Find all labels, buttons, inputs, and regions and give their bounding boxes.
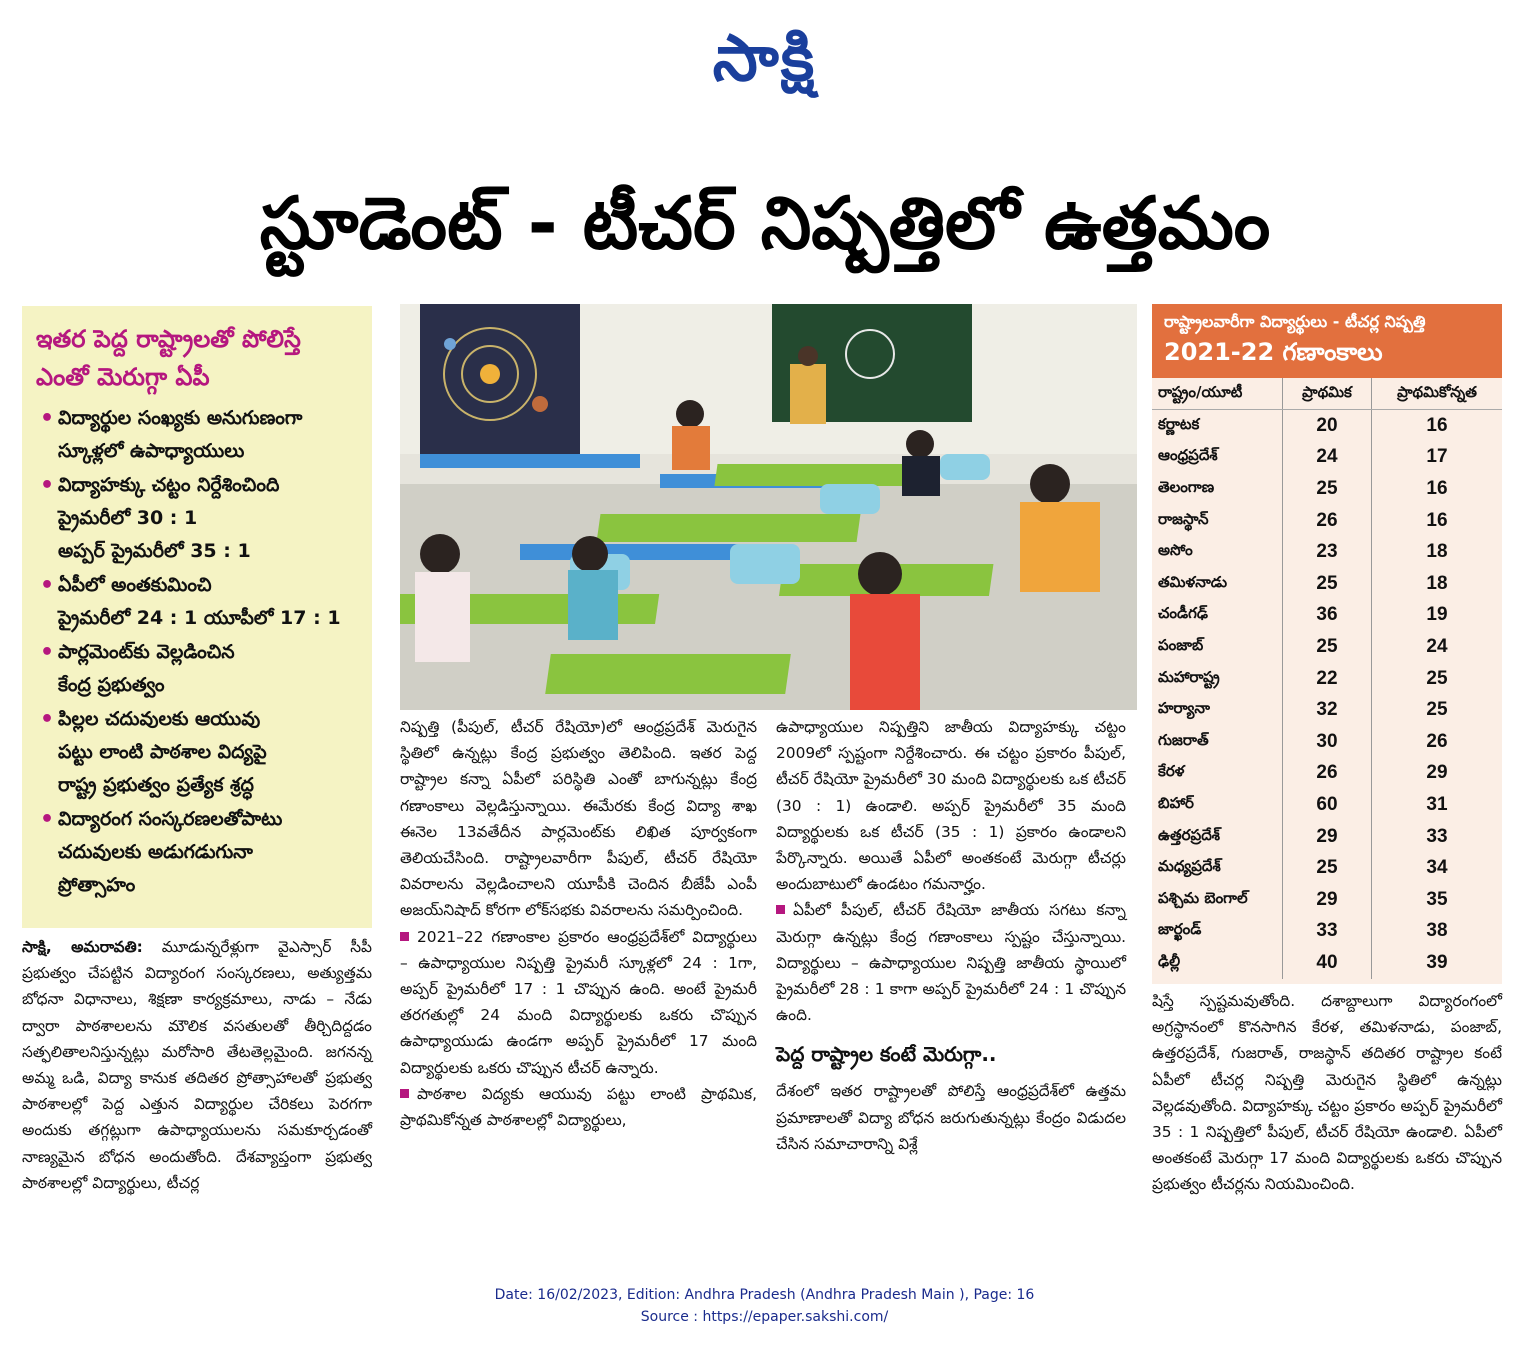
upper-primary-ratio: 29 <box>1426 762 1448 784</box>
primary-ratio: 22 <box>1283 663 1372 695</box>
paragraph: షిస్తే స్పష్టమవుతోంది. దశాబ్దాలుగా విద్యారంగంలో అగ్రస్థానంలో కొనసాగిన కేరళ, తమిళనాడు, పంజాబ్, ఉత్తరప్రదేశ్, గుజరాత్, రాజస్థాన్ తదితర రాష్ట్రాల కంటే ఏపీలో టీచర్ల నిష్పత్తి మెరుగైన స్థితిలో ఉన్నట్లు వెల్లడవుతోంది. విద్యాహక్కు చట్టం ప్రకారం అప్పర్ ప్రైమరీలో 35 : 1 నిష్పత్తిలో పీపుల్, టీచర్ రేషియో ఉండాలి. ఏపీలో అంతకంటే మెరుగ్గా 17 మంది విద్యార్థులకు ఒకరు చొప్పున ప్రభుత్వం టీచర్లను నియమించింది. <box>1152 992 1502 1194</box>
bullet-line: • ఏపీలో అంతకుమించి <box>58 574 212 596</box>
table-title: రాష్ట్రాలవారీగా విద్యార్థులు - టీచర్ల నిష్పత్తి <box>1164 312 1426 331</box>
highlight-bullets <box>36 402 358 902</box>
paragraph: ఉపాధ్యాయుల నిష్పత్తిని జాతీయ విద్యాహక్కు చట్టం 2009లో స్పష్టంగా నిర్దేశించారు. ఈ చట్టం ప్రకారం పీపుల్, టీచర్ రేషియో ప్రైమరీలో 30 మంది విద్యార్థులకు ఒక టీచర్ (30 : 1) ఉండాలి. అప్పర్ ప్రైమరీలో 35 మంది విద్యార్థులకు ఒక టీచర్ (35 : 1) ప్రకారం ఉండాలని పేర్కొన్నారు. అయితే ఏపీలో అంతకంటే మెరుగ్గా టీచర్లు అందుబాటులో ఉండటం గమనార్హం. <box>776 718 1126 894</box>
paragraph: ఏపీలో పీపుల్, టీచర్ రేషియో జాతీయ సగటు కన్నా మెరుగ్గా ఉన్నట్లు కేంద్ర గణాంకాలు స్పష్టం చేస్తున్నాయి. విద్యార్థులు – ఉపాధ్యాయుల నిష్పత్తి జాతీయ స్థాయిలో ప్రైమరీలో 28 : 1 కాగా అప్పర్ ప్రైమరీలో 24 : 1 చొప్పున ఉంది. <box>776 901 1126 1025</box>
article-column-1 <box>22 934 372 1196</box>
primary-ratio: 36 <box>1283 600 1372 632</box>
bullet-line: • విద్యార్థుల సంఖ్యకు అనుగుణంగా <box>58 407 303 429</box>
highlight-box <box>22 306 372 928</box>
state-name: తెలంగాణ <box>1152 473 1283 505</box>
primary-ratio: 26 <box>1283 505 1372 537</box>
bullet-line: • పార్లమెంట్‌కు వెల్లడించిన <box>58 641 235 663</box>
state-name: మధ్యప్రదేశ్ <box>1152 852 1283 884</box>
bullet-line: ప్రోత్సాహం <box>58 874 136 896</box>
primary-ratio: 26 <box>1283 758 1372 790</box>
upper-primary-ratio: 16 <box>1426 414 1448 436</box>
table-row <box>1152 789 1502 821</box>
state-name: ఆంధ్రప్రదేశ్ <box>1152 442 1283 474</box>
bullet-line: కేంద్ర ప్రభుత్వం <box>58 674 165 696</box>
table-row <box>1152 821 1502 853</box>
classroom-photo <box>400 304 1137 710</box>
state-name: ఢిల్లీ <box>1152 947 1283 979</box>
table-row <box>1152 947 1502 979</box>
paragraph: సాక్షి, అమరావతి: మూడున్నరేళ్లుగా వైఎస్సార్ సీపీ ప్రభుత్వం చేపట్టిన విద్యారంగ సంస్కరణలు, అత్యుత్తమ బోధనా విధానాలు, శిక్షణా కార్యక్రమాలు, నాడు – నేడు ద్వారా పాఠశాలలను మౌలిక వసతులతో తీర్చిదిద్దడం సత్ఫలితాలనిస్తున్నట్లు మరోసారి తేటతెల్లమైంది. జగనన్న అమ్మ ఒడి, విద్యా కానుక తదితర ప్రోత్సాహాలతో ప్రభుత్వ పాఠశాలల్లో పెద్ద ఎత్తున విద్యార్థుల చేరికలు పెరగగా అందుకు తగ్గట్లుగా ఉపాధ్యాయులను సమకూర్చడంతో నాణ్యమైన బోధన అందుతోంది. దేశవ్యాప్తంగా ప్రభుత్వ పాఠశాలల్లో విద్యార్థులు, టీచర్ల <box>22 938 372 1192</box>
square-bullet-icon <box>776 905 785 914</box>
upper-primary-ratio: 25 <box>1426 699 1448 721</box>
table-row <box>1152 568 1502 600</box>
table-row <box>1152 631 1502 663</box>
table-row <box>1152 916 1502 948</box>
bullet-line: రాష్ట్ర ప్రభుత్వం ప్రత్యేక శ్రద్ధ <box>58 774 254 796</box>
upper-primary-ratio: 25 <box>1426 667 1448 689</box>
highlight-bullet <box>36 469 358 568</box>
table-row <box>1152 473 1502 505</box>
state-name: పంజాబ్ <box>1152 631 1283 663</box>
column-header-upper-primary: ప్రాథమికోన్నత <box>1372 378 1503 410</box>
bullet-line: • పిల్లల చదువులకు ఆయువు <box>58 708 261 730</box>
upper-primary-ratio: 18 <box>1426 572 1448 594</box>
highlight-bullet <box>36 569 358 635</box>
upper-primary-ratio: 26 <box>1426 730 1448 752</box>
upper-primary-ratio: 16 <box>1426 477 1448 499</box>
upper-primary-ratio: 24 <box>1426 635 1448 657</box>
state-name: గుజరాత్ <box>1152 726 1283 758</box>
article-column-4 <box>1152 988 1502 1198</box>
state-name: కేరళ <box>1152 758 1283 790</box>
bullet-line: • విద్యాహక్కు చట్టం నిర్దేశించింది <box>58 474 280 496</box>
article-column-3 <box>776 714 1126 1157</box>
square-bullet-icon <box>400 932 409 941</box>
primary-ratio: 33 <box>1283 916 1372 948</box>
table-row <box>1152 505 1502 537</box>
subheading: పెద్ద రాష్ట్రాల కంటే మెరుగ్గా.. <box>776 1042 997 1067</box>
state-name: అసోం <box>1152 536 1283 568</box>
upper-primary-ratio: 31 <box>1426 793 1448 815</box>
bullet-line: చదువులకు అడుగడుగునా <box>58 841 253 863</box>
bullet-line: పట్టు లాంటి పాఠశాల విద్యపై <box>58 741 267 763</box>
column-header-state: రాష్ట్రం/యూటీ <box>1152 378 1283 410</box>
column-header-primary: ప్రాథమిక <box>1283 378 1372 410</box>
primary-ratio: 29 <box>1283 884 1372 916</box>
state-name: తమిళనాడు <box>1152 568 1283 600</box>
primary-ratio: 60 <box>1283 789 1372 821</box>
upper-primary-ratio: 18 <box>1426 541 1448 563</box>
article-column-2 <box>400 714 757 1133</box>
paragraph: పాఠశాల విద్యకు ఆయువు పట్టు లాంటి ప్రాథమిక, ప్రాథమికోన్నత పాఠశాలల్లో విద్యార్థులు, <box>400 1084 757 1130</box>
square-bullet-icon <box>400 1089 409 1098</box>
primary-ratio: 25 <box>1283 473 1372 505</box>
upper-primary-ratio: 16 <box>1426 509 1448 531</box>
primary-ratio: 25 <box>1283 631 1372 663</box>
upper-primary-ratio: 19 <box>1426 604 1448 626</box>
primary-ratio: 25 <box>1283 568 1372 600</box>
primary-ratio: 24 <box>1283 442 1372 474</box>
state-name: పశ్చిమ బెంగాల్ <box>1152 884 1283 916</box>
table-subtitle: 2021-22 గణాంకాలు <box>1164 338 1383 366</box>
state-name: ఉత్తరప్రదేశ్ <box>1152 821 1283 853</box>
primary-ratio: 25 <box>1283 852 1372 884</box>
table-header-band <box>1152 304 1502 378</box>
primary-ratio: 40 <box>1283 947 1372 979</box>
highlight-bullet <box>36 636 358 702</box>
bullet-line: • విద్యారంగ సంస్కరణలతోపాటు <box>58 808 283 830</box>
ratio-table <box>1152 378 1502 979</box>
paragraph: 2021–22 గణాంకాల ప్రకారం ఆంధ్రప్రదేశ్‌లో విద్యార్థులు – ఉపాధ్యాయుల నిష్పత్తి ప్రైమరీ స్కూళ్లలో 24 : 1గా, అప్పర్ ప్రైమరీలో 17 : 1 చొప్పున ఉంది. అంటే ప్రైమరీ తరగతుల్లో 24 మంది విద్యార్థులకు ఒకరు చొప్పున ఉపాధ్యాయుడు ఉండగా అప్పర్ ప్రైమరీలో 17 మంది విద్యార్థులకు ఒకరు చొప్పున టీచర్ ఉన్నారు. <box>400 927 757 1077</box>
footer-source-line: Source : https://epaper.sakshi.com/ <box>640 1309 889 1325</box>
bullet-line: ప్రైమరీలో 30 : 1 <box>58 507 198 529</box>
state-name: జార్ఖండ్ <box>1152 916 1283 948</box>
table-row <box>1152 600 1502 632</box>
bullet-line: స్కూళ్లలో ఉపాధ్యాయులు <box>58 440 245 462</box>
highlight-bullet <box>36 402 358 468</box>
highlight-bullet <box>36 703 358 802</box>
table-row <box>1152 694 1502 726</box>
ratio-table-box <box>1152 304 1502 984</box>
upper-primary-ratio: 35 <box>1426 888 1448 910</box>
upper-primary-ratio: 33 <box>1426 825 1448 847</box>
upper-primary-ratio: 39 <box>1426 951 1448 973</box>
table-row <box>1152 726 1502 758</box>
upper-primary-ratio: 38 <box>1426 920 1448 942</box>
primary-ratio: 29 <box>1283 821 1372 853</box>
state-name: చండీగఢ్ <box>1152 600 1283 632</box>
bullet-line: అప్పర్ ప్రైమరీలో 35 : 1 <box>58 540 251 562</box>
table-row <box>1152 852 1502 884</box>
bullet-line: ప్రైమరీలో 24 : 1 యూపీలో 17 : 1 <box>58 607 341 629</box>
table-header-row <box>1152 378 1502 410</box>
state-name: మహారాష్ట్ర <box>1152 663 1283 695</box>
paragraph: నిష్పత్తి (పీపుల్, టీచర్ రేషియో)లో ఆంధ్రప్రదేశ్ మెరుగైన స్థితిలో ఉన్నట్లు కేంద్ర ప్రభుత్వం తెలిపింది. ఇతర పెద్ద రాష్ట్రాల కన్నా ఏపీలో పరిస్థితి ఎంతో బాగున్నట్లు కేంద్ర గణాంకాలు వెల్లడిస్తున్నాయి. ఈమేరకు కేంద్ర విద్యా శాఖ ఈనెల 13వతేదీన పార్లమెంట్‌కు లిఖిత పూర్వకంగా తెలియచేసింది. రాష్ట్రాలవారీగా పీపుల్, టీచర్ రేషియో వివరాలను వెల్లడించాలని యూపీకి చెందిన బీజేపీ ఎంపీ అజయ్‌నిషాద్ కోరగా లోక్‌సభకు వివరాలను సమర్పించింది. <box>400 718 757 920</box>
state-name: బిహార్ <box>1152 789 1283 821</box>
table-row <box>1152 663 1502 695</box>
primary-ratio: 20 <box>1283 410 1372 442</box>
table-row <box>1152 442 1502 474</box>
upper-primary-ratio: 17 <box>1426 446 1448 468</box>
table-row <box>1152 410 1502 442</box>
table-row <box>1152 536 1502 568</box>
primary-ratio: 23 <box>1283 536 1372 568</box>
state-name: కర్ణాటక <box>1152 410 1283 442</box>
highlight-title: ఇతర పెద్ద రాష్ట్రాలతో పోలిస్తే ఎంతో మెరుగ్గా ఏపీ <box>36 325 301 391</box>
highlight-bullet <box>36 803 358 902</box>
primary-ratio: 30 <box>1283 726 1372 758</box>
headline: స్టూడెంట్ - టీచర్ నిష్పత్తిలో ఉత్తమం <box>259 181 1271 265</box>
footer <box>0 1284 1529 1328</box>
table-row <box>1152 758 1502 790</box>
paragraph: దేశంలో ఇతర రాష్ట్రాలతో పోలిస్తే ఆంధ్రప్రదేశ్‌లో ఉత్తమ ప్రమాణాలతో విద్యా బోధన జరుగుతున్నట్లు కేంద్రం విడుదల చేసిన సమాచారాన్ని విశ్లే <box>776 1082 1126 1153</box>
masthead-logo: సాక్షి <box>712 22 817 96</box>
dateline: సాక్షి, అమరావతి: <box>22 938 143 956</box>
state-name: రాజస్థాన్ <box>1152 505 1283 537</box>
primary-ratio: 32 <box>1283 694 1372 726</box>
state-name: హర్యానా <box>1152 694 1283 726</box>
upper-primary-ratio: 34 <box>1426 857 1448 879</box>
footer-date-line: Date: 16/02/2023, Edition: Andhra Pradesh (Andhra Pradesh Main ), Page: 16 <box>494 1287 1035 1303</box>
table-row <box>1152 884 1502 916</box>
